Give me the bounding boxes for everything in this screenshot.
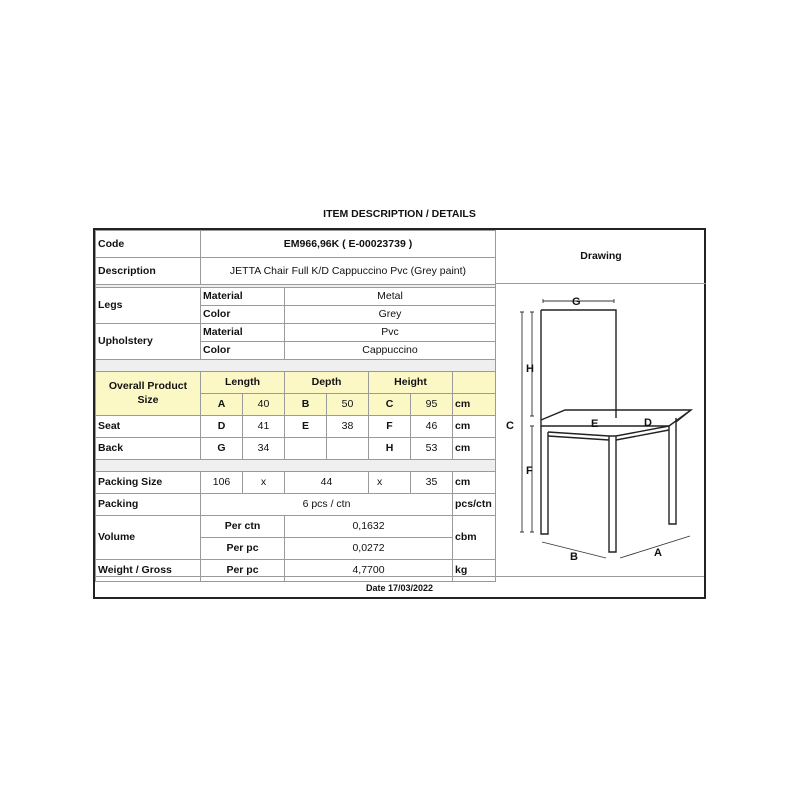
overall-unit: cm — [453, 394, 496, 416]
volume-label: Volume — [96, 516, 201, 560]
page-title: ITEM DESCRIPTION / DETAILS — [323, 208, 476, 220]
legs-color-value: Grey — [285, 306, 496, 324]
upholstery-material-row — [96, 324, 496, 342]
g-value: 34 — [243, 438, 285, 460]
h-value: 53 — [411, 438, 453, 460]
c-label: C — [369, 394, 411, 416]
packing-value: 6 pcs / ctn — [201, 494, 453, 516]
packing-size-row — [96, 472, 496, 494]
weight-value: 4,7700 — [285, 560, 453, 582]
letter-a: A — [654, 547, 662, 559]
packing-size-label: Packing Size — [96, 472, 201, 494]
weight-unit: kg — [453, 560, 496, 582]
front-left-leg — [541, 426, 548, 534]
upholstery-label: Upholstery — [96, 324, 201, 360]
upholstery-color-label: Color — [201, 342, 285, 360]
spacer — [96, 460, 496, 472]
date-footer: Date 17/03/2022 — [95, 576, 704, 600]
letter-f: F — [526, 465, 533, 477]
size-header-row — [96, 372, 496, 394]
e-label: E — [285, 416, 327, 438]
legs-material-row — [96, 288, 496, 306]
letter-d: D — [644, 417, 652, 429]
description-row — [96, 258, 496, 285]
packing-length: 106 — [201, 472, 243, 494]
back-right-leg — [669, 410, 691, 524]
chair-drawing — [496, 284, 706, 576]
upholstery-color-value: Cappuccino — [285, 342, 496, 360]
packing-label: Packing — [96, 494, 201, 516]
per-ctn-value: 0,1632 — [285, 516, 453, 538]
volume-unit: cbm — [453, 516, 496, 560]
per-pc-label: Per pc — [201, 538, 285, 560]
e-value: 38 — [327, 416, 369, 438]
letter-g: G — [572, 296, 581, 308]
packing-height: 35 — [411, 472, 453, 494]
legs-color-label: Color — [201, 306, 285, 324]
per-ctn-label: Per ctn — [201, 516, 285, 538]
drawing-panel — [495, 230, 706, 576]
seat-row — [96, 416, 496, 438]
empty-cell — [327, 438, 369, 460]
spacer — [96, 360, 496, 372]
front-right-leg — [609, 436, 616, 552]
description-value: JETTA Chair Full K/D Cappuccino Pvc (Grey paint) — [201, 258, 496, 285]
legs-material-value: Metal — [285, 288, 496, 306]
g-label: G — [201, 438, 243, 460]
height-header: Height — [369, 372, 453, 394]
back-unit: cm — [453, 438, 496, 460]
chair-outline — [541, 310, 691, 552]
per-pc-value: 0,0272 — [285, 538, 453, 560]
back-row — [96, 438, 496, 460]
upholstery-material-value: Pvc — [285, 324, 496, 342]
length-header: Length — [201, 372, 285, 394]
volume-per-ctn-row — [96, 516, 496, 538]
packing-width: 44 — [285, 472, 369, 494]
empty-cell — [285, 438, 327, 460]
backrest-frame — [541, 310, 616, 418]
dimension-lines — [520, 299, 690, 558]
code-row — [96, 231, 496, 258]
upholstery-material-label: Material — [201, 324, 285, 342]
details-table — [95, 230, 496, 582]
letter-c: C — [506, 420, 514, 432]
details-sheet — [93, 228, 706, 599]
dimension-letters — [506, 296, 662, 563]
packing-row — [96, 494, 496, 516]
d-label: D — [201, 416, 243, 438]
seat-unit: cm — [453, 416, 496, 438]
a-label: A — [201, 394, 243, 416]
depth-header: Depth — [285, 372, 369, 394]
packing-size-unit: cm — [453, 472, 496, 494]
b-label: B — [285, 394, 327, 416]
code-value: EM966,96K ( E-00023739 ) — [201, 231, 496, 258]
a-value: 40 — [243, 394, 285, 416]
letter-h: H — [526, 363, 534, 375]
empty-cell — [453, 372, 496, 394]
letter-b: B — [570, 551, 578, 563]
f-label: F — [369, 416, 411, 438]
legs-material-label: Material — [201, 288, 285, 306]
code-label: Code — [96, 231, 201, 258]
packing-x-2: x — [369, 472, 411, 494]
seat-skirt-lower — [548, 436, 609, 440]
letter-e: E — [591, 418, 599, 430]
description-label: Description — [96, 258, 201, 285]
packing-x-1: x — [243, 472, 285, 494]
weight-per-pc-label: Per pc — [201, 560, 285, 582]
drawing-title: Drawing — [580, 250, 622, 262]
seat-label: Seat — [96, 416, 201, 438]
c-value: 95 — [411, 394, 453, 416]
back-label: Back — [96, 438, 201, 460]
legs-label: Legs — [96, 288, 201, 324]
overall-size-label: Overall Product Size — [96, 372, 201, 416]
h-label: H — [369, 438, 411, 460]
f-value: 46 — [411, 416, 453, 438]
packing-unit: pcs/ctn — [453, 494, 496, 516]
b-value: 50 — [327, 394, 369, 416]
weight-label: Weight / Gross — [96, 560, 201, 582]
d-value: 41 — [243, 416, 285, 438]
